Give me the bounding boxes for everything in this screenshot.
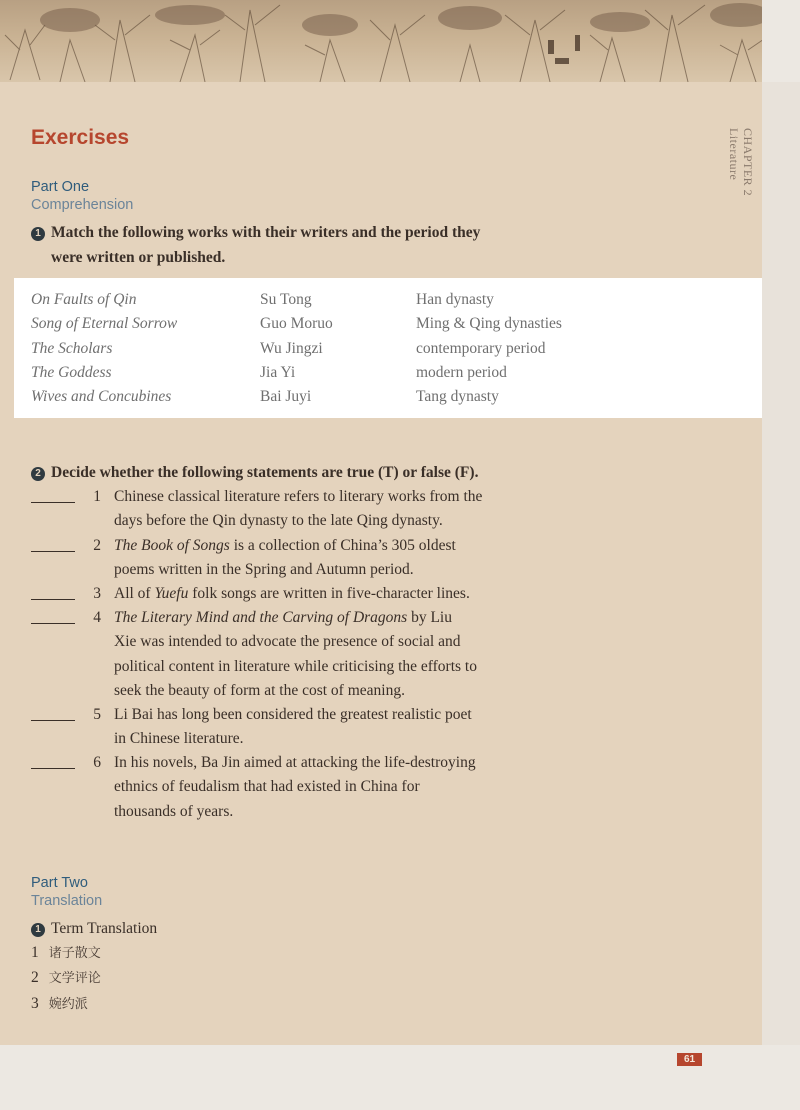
work-title: Wives and Concubines: [31, 388, 172, 406]
statement-number: 5: [93, 706, 101, 723]
answer-blank[interactable]: [31, 551, 75, 552]
instruction-line: were written or published.: [51, 249, 226, 266]
statement-number: 4: [93, 609, 101, 626]
term-item: 2 文学评论: [31, 969, 101, 987]
statement-number: 2: [93, 537, 101, 554]
painting-illustration: [0, 0, 762, 82]
statement-text: The Literary Mind and the Carving of Dragons by Liu Xie was intended to advocate the presence of social and political content in literature while criticising the efforts to seek the beauty of form at the cost of meaning.: [114, 609, 477, 699]
part-one-label: Part One: [31, 179, 90, 195]
work-title: On Faults of Qin: [31, 291, 137, 308]
chapter-topic: Literature: [727, 128, 741, 181]
statement-text: Chinese classical literature refers to literary works from the days before the Qin dynasty to the late Qing dynasty.: [114, 488, 483, 530]
term-list: [31, 941, 101, 1017]
exercise-number-badge: 2: [31, 467, 45, 481]
section-title: Exercises: [31, 126, 130, 149]
period-name: Tang dynasty: [416, 388, 499, 406]
periods-column: [416, 288, 562, 409]
term-item: 1 诸子散文: [31, 944, 101, 961]
answer-blank[interactable]: [31, 599, 75, 600]
answer-blank[interactable]: [31, 623, 75, 624]
instruction-line: Term Translation: [51, 920, 158, 937]
instruction-line: Decide whether the following statements are true (T) or false (F).: [51, 464, 479, 481]
writer-name: Su Tong: [260, 291, 312, 308]
statement-text: In his novels, Ba Jin aimed at attacking the life-destroying ethnics of feudalism that had existed in China for thousands of years.: [114, 754, 476, 820]
statement-number: 3: [93, 585, 101, 602]
exercise-1-instruction: [31, 220, 480, 270]
answer-blank[interactable]: [31, 768, 75, 769]
works-column: [31, 288, 177, 409]
part-two-label: Part Two: [31, 875, 88, 891]
chapter-tab: [727, 128, 755, 196]
work-title: Song of Eternal Sorrow: [31, 315, 178, 333]
writer-name: Wu Jingzi: [260, 339, 323, 357]
page-number: 61: [677, 1053, 702, 1066]
answer-blank[interactable]: [31, 502, 75, 503]
part-one-subtitle: Comprehension: [31, 197, 134, 213]
exercise-number-badge: 1: [31, 923, 45, 937]
answer-blank[interactable]: [31, 720, 75, 721]
term-translation-instruction: [31, 916, 157, 941]
period-name: Han dynasty: [416, 291, 494, 308]
landscape-painting-banner: [0, 0, 762, 82]
statement-number: 6: [93, 754, 101, 771]
period-name: contemporary period: [416, 339, 546, 357]
statement-text: The Book of Songs is a collection of China’s 305 oldest poems written in the Spring and Autumn period.: [114, 537, 456, 579]
work-title: The Scholars: [31, 339, 113, 357]
writer-name: Jia Yi: [260, 363, 296, 381]
writer-name: Bai Juyi: [260, 388, 312, 406]
statement-text: Li Bai has long been considered the greatest realistic poet in Chinese literature.: [114, 706, 472, 748]
writers-column: [260, 288, 333, 409]
work-title: The Goddess: [31, 363, 112, 381]
period-name: Ming & Qing dynasties: [416, 315, 562, 333]
chapter-label: CHAPTER 2: [741, 128, 755, 197]
instruction-line: Match the following works with their writers and the period they: [51, 224, 481, 241]
page-margin-strip: [762, 82, 800, 1045]
term-item: 3 婉约派: [31, 994, 88, 1012]
writer-name: Guo Moruo: [260, 315, 333, 333]
statement-text: All of Yuefu folk songs are written in five-character lines.: [114, 585, 470, 602]
exercise-2-instruction: [31, 460, 478, 485]
statement-number: 1: [93, 488, 101, 505]
part-two-subtitle: Translation: [31, 893, 103, 909]
exercise-number-badge: 1: [31, 227, 45, 241]
period-name: modern period: [416, 363, 507, 381]
